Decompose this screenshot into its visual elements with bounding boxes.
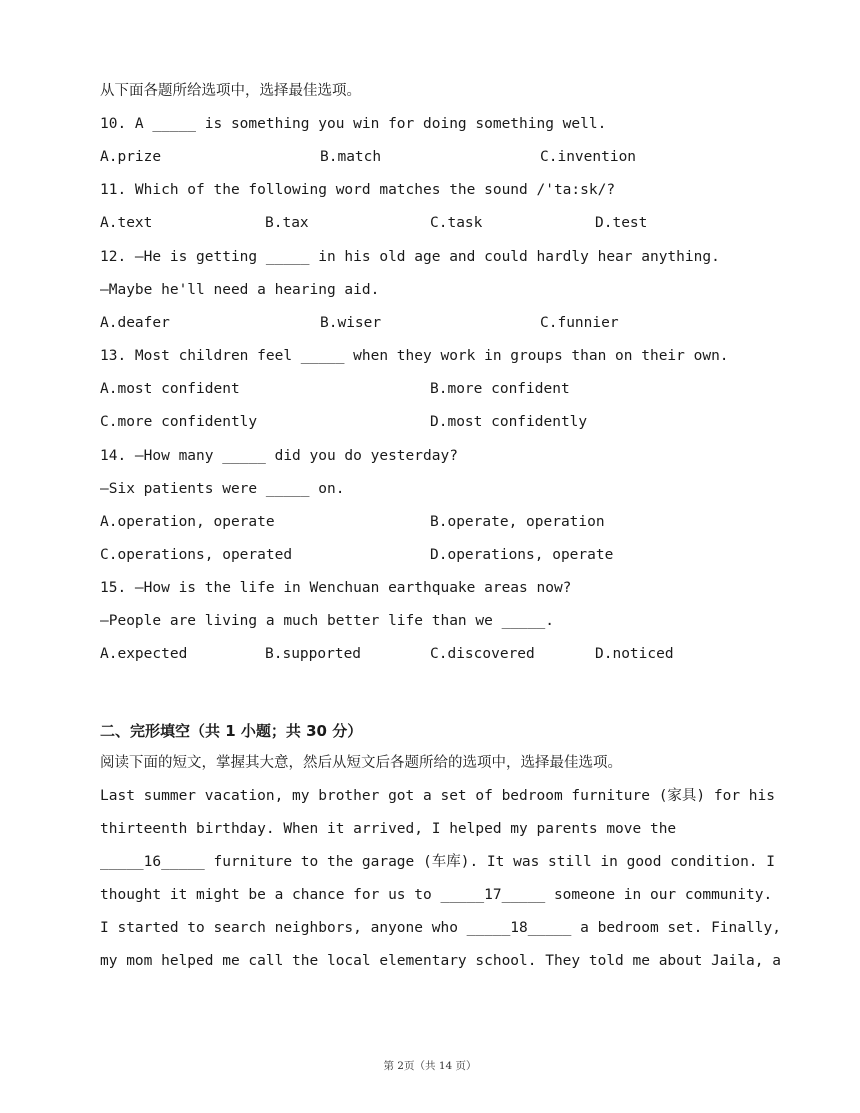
q14-option-c[interactable]: C.operations, operated (100, 547, 293, 563)
passage-line-6: my mom helped me call the local elementary school. They told me about Jaila, a (100, 953, 781, 969)
question-10-stem: 10. A _____ is something you win for doing something well. (100, 116, 607, 132)
section-2-instructions: 阅读下面的短文，掌握其大意，然后从短文后各题所给的选项中，选择最佳选项。 (100, 755, 622, 771)
passage-line-4: thought it might be a chance for us to _____17_____ someone in our community. (100, 887, 773, 903)
question-11-stem: 11. Which of the following word matches the sound /'ta:sk/? (100, 182, 616, 198)
q15-option-d[interactable]: D.noticed (595, 646, 674, 662)
q11-option-b[interactable]: B.tax (265, 215, 309, 231)
question-12-stem: 12. —He is getting _____ in his old age and could hardly hear anything. (100, 249, 720, 265)
section-2-title: 二、完形填空（共 1 小题；共 30 分） (100, 722, 363, 740)
q13-option-d[interactable]: D.most confidently (430, 414, 588, 430)
question-13-stem: 13. Most children feel _____ when they work in groups than on their own. (100, 348, 729, 364)
q13-option-a[interactable]: A.most confident (100, 381, 240, 397)
q12-option-c[interactable]: C.funnier (540, 315, 619, 331)
q10-option-a[interactable]: A.prize (100, 149, 162, 165)
passage-line-1: Last summer vacation, my brother got a set of bedroom furniture (家具) for his (100, 788, 776, 804)
q15-option-b[interactable]: B.supported (265, 646, 362, 662)
q14-option-a[interactable]: A.operation, operate (100, 514, 275, 530)
q14-option-b[interactable]: B.operate, operation (430, 514, 605, 530)
q15-option-c[interactable]: C.discovered (430, 646, 535, 662)
q12-option-b[interactable]: B.wiser (320, 315, 382, 331)
instructions: 从下面各题所给选项中，选择最佳选项。 (100, 83, 361, 99)
q13-option-c[interactable]: C.more confidently (100, 414, 258, 430)
q13-option-b[interactable]: B.more confident (430, 381, 570, 397)
question-14-stem: 14. —How many _____ did you do yesterday? (100, 448, 458, 464)
passage-line-2: thirteenth birthday. When it arrived, I helped my parents move the (100, 821, 677, 837)
q15-option-a[interactable]: A.expected (100, 646, 188, 662)
q11-option-d[interactable]: D.test (595, 215, 648, 231)
question-15-stem: 15. —How is the life in Wenchuan earthquake areas now? (100, 580, 572, 596)
q10-option-c[interactable]: C.invention (540, 149, 637, 165)
q10-option-b[interactable]: B.match (320, 149, 382, 165)
page-footer: 第 2页（共 14 页） (383, 1060, 477, 1072)
q12-option-a[interactable]: A.deafer (100, 315, 170, 331)
passage-line-5: I started to search neighbors, anyone who _____18_____ a bedroom set. Finally, (100, 920, 781, 936)
q11-option-a[interactable]: A.text (100, 215, 153, 231)
question-14-stem-line2: —Six patients were _____ on. (100, 481, 345, 497)
q11-option-c[interactable]: C.task (430, 215, 483, 231)
question-15-stem-line2: —People are living a much better life than we _____. (100, 613, 554, 629)
question-12-stem-line2: —Maybe he'll need a hearing aid. (100, 282, 380, 298)
q14-option-d[interactable]: D.operations, operate (430, 547, 614, 563)
passage-line-3: _____16_____ furniture to the garage (车库). It was still in good condition. I (100, 854, 776, 870)
